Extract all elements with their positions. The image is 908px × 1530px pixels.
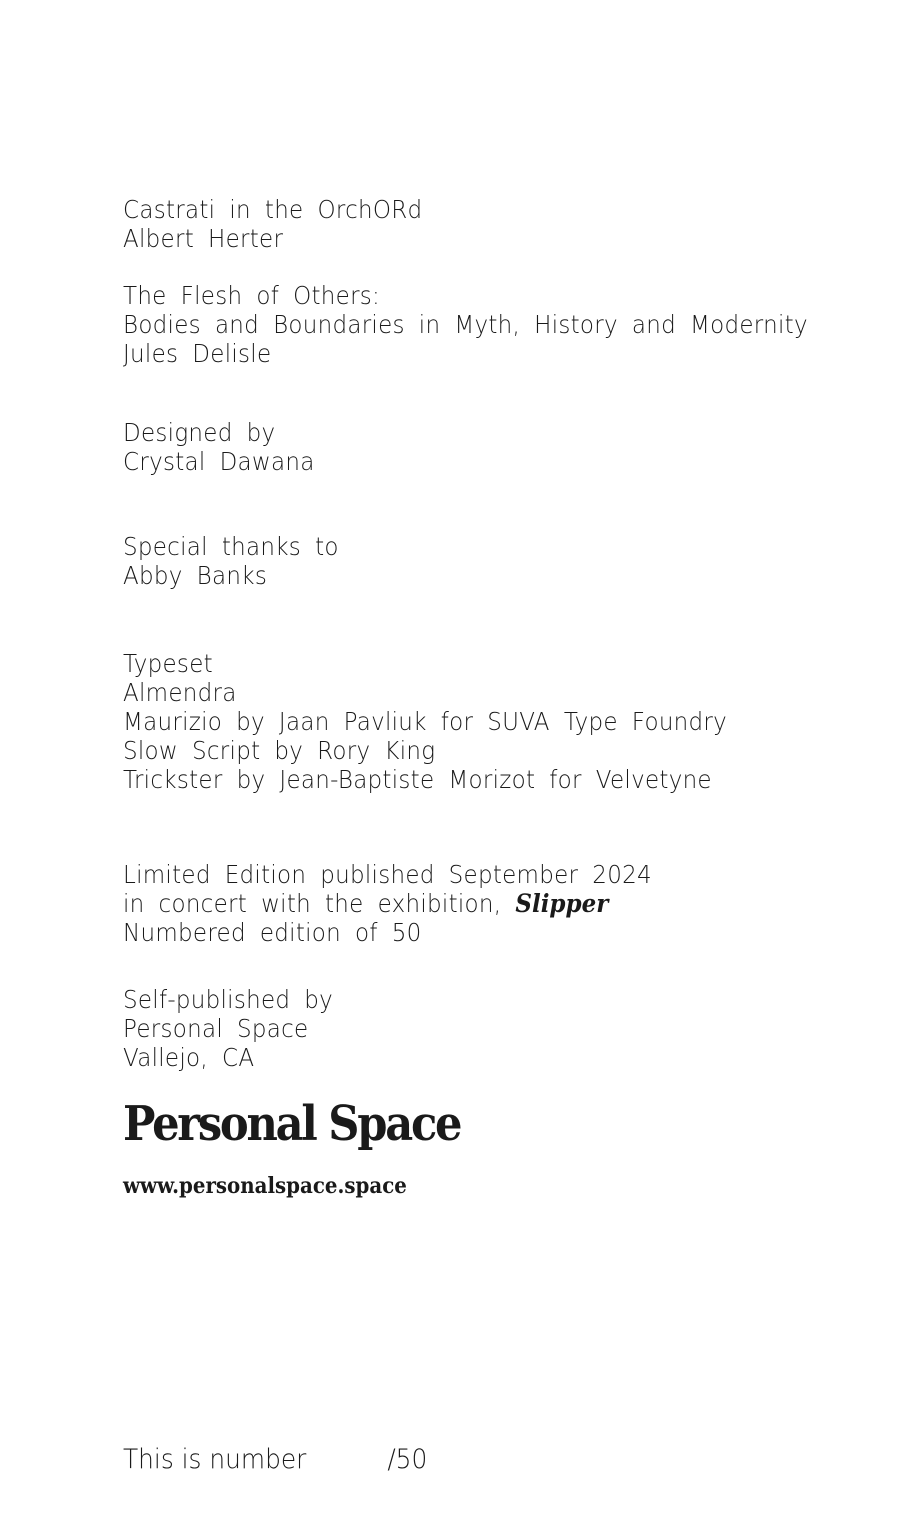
typeset-font-3: Slow Script by Rory King <box>123 736 436 765</box>
exhibition-title: Slipper <box>515 889 609 918</box>
typeset-heading: Typeset <box>123 649 213 678</box>
work-2-author: Jules Delisle <box>123 339 272 368</box>
work-2-title-line2: Bodies and Boundaries in Myth, History and Modernity <box>123 310 808 339</box>
designer-heading: Designed by <box>123 418 276 447</box>
edition-line-3: Numbered edition of 50 <box>123 918 422 947</box>
thanks-heading: Special thanks to <box>123 532 339 561</box>
edition-number-suffix: /50 <box>387 1444 428 1475</box>
publisher-line-3: Vallejo, CA <box>123 1043 255 1072</box>
typeset-font-4: Trickster by Jean-Baptiste Morizot for Velvetyne <box>123 765 712 794</box>
edition-number-line <box>123 1444 427 1476</box>
edition-number-prefix: This is number <box>123 1444 307 1475</box>
work-2-title-line1: The Flesh of Others: <box>123 281 381 310</box>
work-1-title: Castrati in the OrchORd <box>123 195 423 224</box>
colophon-page <box>123 0 883 1530</box>
thanks-name: Abby Banks <box>123 561 268 590</box>
publisher-line-1: Self-published by <box>123 985 334 1014</box>
typeset-font-2: Maurizio by Jaan Pavliuk for SUVA Type Foundry <box>123 707 728 736</box>
publisher-line-2: Personal Space <box>123 1014 309 1043</box>
edition-line-2-prefix: in concert with the exhibition, <box>123 889 502 918</box>
typeset-font-1: Almendra <box>123 678 237 707</box>
publisher-url: www.personalspace.space <box>123 1173 407 1199</box>
work-1-author: Albert Herter <box>123 224 284 253</box>
edition-line-1: Limited Edition published September 2024 <box>123 860 652 889</box>
designer-name: Crystal Dawana <box>123 447 315 476</box>
edition-line-2 <box>123 889 608 918</box>
publisher-logo: Personal Space <box>123 1096 461 1152</box>
